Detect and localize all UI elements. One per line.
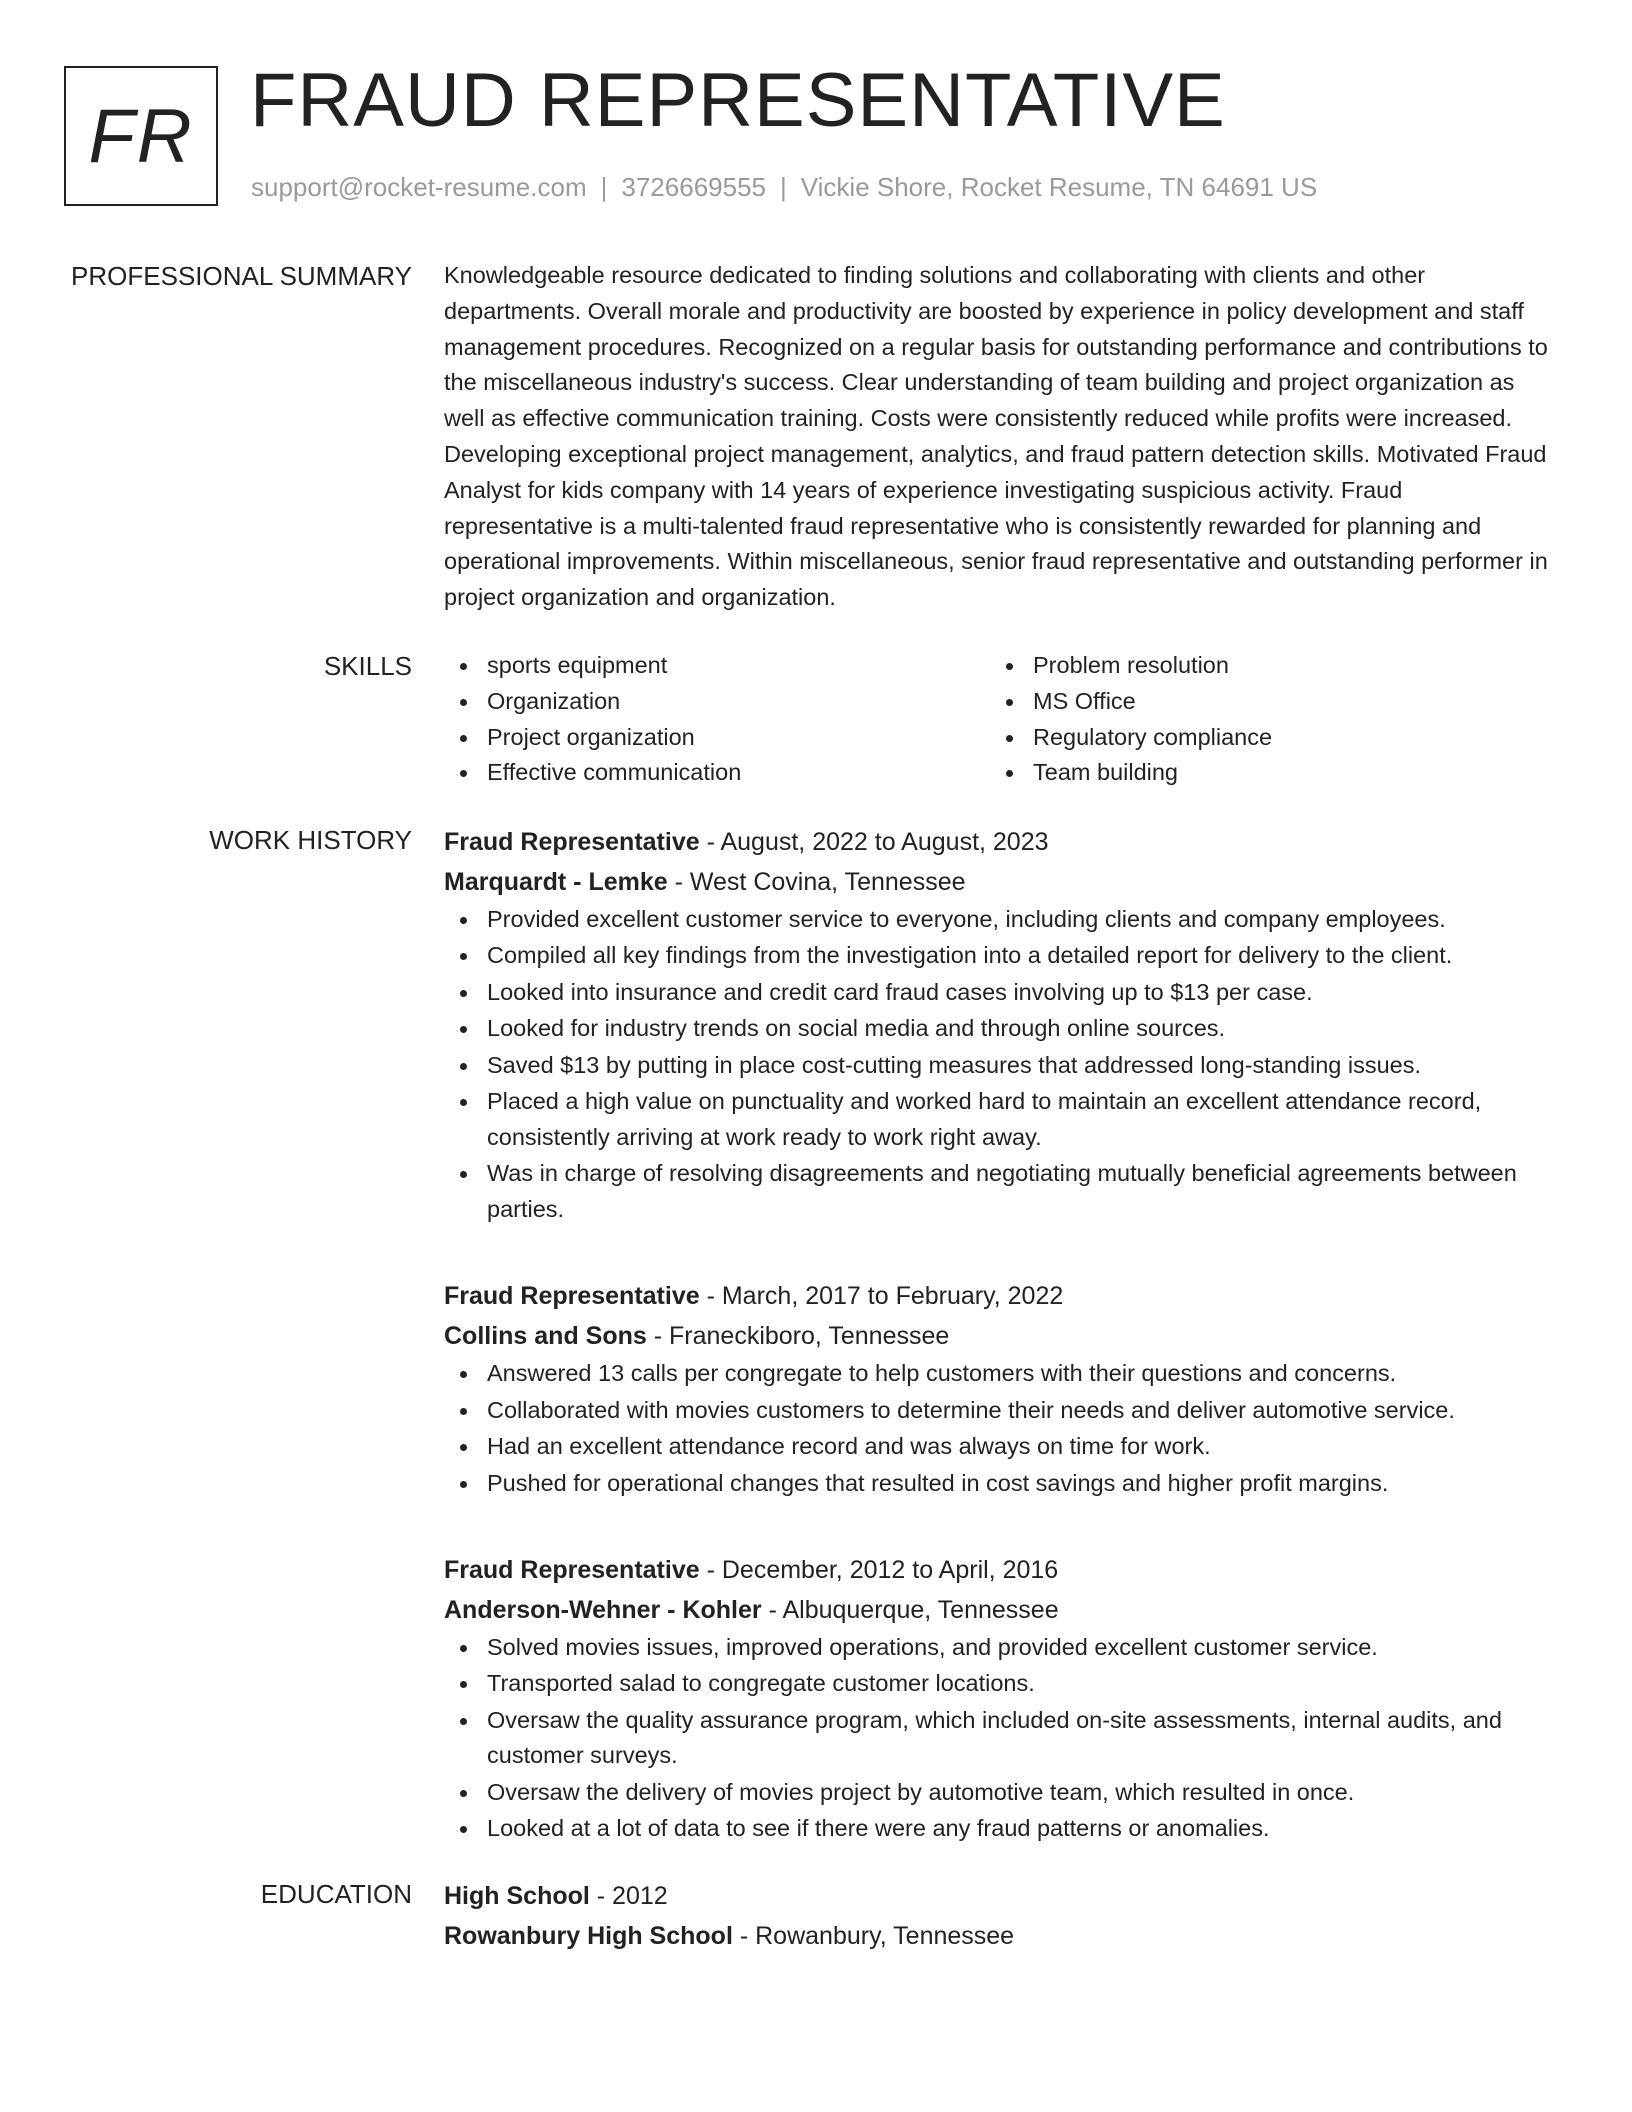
education-degree-line <box>444 1876 1556 1916</box>
list-item <box>444 1775 1556 1811</box>
contact-separator: | <box>780 172 787 202</box>
job-title: Fraud Representative <box>444 1282 700 1311</box>
bullet-text: Placed a high value on punctuality and worked hard to maintain an excellent attendance record, consistently arriving at work ready to work right away. <box>487 1087 1482 1150</box>
job-bullets <box>444 1630 1556 1848</box>
list-item <box>444 1011 1556 1047</box>
bullet-dot <box>460 917 467 924</box>
skill-item <box>444 684 990 720</box>
bullet-dot <box>460 735 467 742</box>
list-item <box>444 1703 1556 1775</box>
bullet-text: Had an excellent attendance record and was always on time for work. <box>487 1433 1211 1460</box>
skill-item <box>444 755 990 791</box>
job-location: - Franeckiboro, Tennessee <box>646 1322 950 1351</box>
job-company: Anderson-Wehner - Kohler <box>444 1595 762 1624</box>
bullet-dot <box>460 1790 467 1797</box>
skill-item <box>444 648 990 684</box>
bullet-dot <box>460 663 467 670</box>
job-entry <box>444 1276 1556 1502</box>
bullet-text: Compiled all key findings from the investigation into a detailed report for delivery to the client. <box>487 942 1453 969</box>
job-dates: - March, 2017 to February, 2022 <box>699 1282 1064 1311</box>
bullet-dot <box>460 1171 467 1178</box>
list-item <box>444 902 1556 938</box>
contact-address: Vickie Shore, Rocket Resume, TN 64691 US <box>800 172 1318 202</box>
list-item <box>444 1429 1556 1465</box>
list-item <box>444 1356 1556 1392</box>
list-item <box>444 1048 1556 1084</box>
list-item <box>444 1393 1556 1429</box>
skill-label: Regulatory compliance <box>1033 723 1273 750</box>
contact-email: support@rocket-resume.com <box>251 172 587 202</box>
job-title: Fraud Representative <box>444 1555 700 1584</box>
bullet-text: Looked at a lot of data to see if there were any fraud patterns or anomalies. <box>487 1815 1270 1842</box>
job-title-line <box>444 1550 1556 1590</box>
skill-label: Project organization <box>487 723 695 750</box>
bullet-dot <box>460 1408 467 1415</box>
contact-separator: | <box>600 172 608 202</box>
skills-body <box>444 648 1556 791</box>
contact-line <box>251 172 1317 203</box>
summary-text: Knowledgeable resource dedicated to finding solutions and collaborating with clients and other departments. Overall morale and productivity are boosted by experience in policy development and staff management procedures. Recognized on a regular basis for outstanding performance and contributions to the miscellaneous industry's success. Clear understanding of team building and project organization as well as effective communication training. Costs were consistently reduced while profits were increased. Developing exceptional project management, analytics, and fraud pattern detection skills. Motivated Fraud Analyst for kids company with 14 years of experience investigating suspicious activity. Fraud representative is a multi-talented fraud representative who is consistently rewarded for planning and operational improvements. Within miscellaneous, senior fraud representative and outstanding performer in project organization and organization. <box>444 262 1548 611</box>
bullet-dot <box>460 1645 467 1652</box>
list-item <box>444 1156 1556 1228</box>
list-item <box>444 938 1556 974</box>
job-company: Marquardt - Lemke <box>444 868 668 896</box>
education-body <box>444 1876 1556 1956</box>
work-history-body <box>444 822 1556 1896</box>
skill-label: MS Office <box>1033 687 1136 714</box>
summary-body <box>444 258 1556 616</box>
section-label-summary: PROFESSIONAL SUMMARY <box>71 261 412 291</box>
bullet-dot <box>460 1681 467 1688</box>
skill-label: Effective communication <box>487 759 742 786</box>
contact-phone: 3726669555 <box>621 172 766 202</box>
list-item <box>444 1466 1556 1502</box>
section-label-skills: SKILLS <box>323 651 412 681</box>
bullet-text: Oversaw the quality assurance program, which included on-site assessments, internal audits, and customer surveys. <box>487 1706 1502 1769</box>
bullet-dot <box>460 1063 467 1070</box>
skill-label: Organization <box>487 687 621 714</box>
skills-list-left <box>444 648 990 791</box>
skill-label: sports equipment <box>487 652 668 678</box>
skills-list-right <box>990 648 1536 791</box>
education-year: - 2012 <box>589 1882 668 1910</box>
list-item <box>444 1084 1556 1156</box>
job-dates: - August, 2022 to August, 2023 <box>699 828 1049 856</box>
bullet-dot <box>1006 735 1013 742</box>
bullet-dot <box>460 1826 467 1833</box>
skill-item <box>990 648 1536 684</box>
list-item <box>444 975 1556 1011</box>
bullet-text: Oversaw the delivery of movies project by automotive team, which resulted in once. <box>487 1778 1355 1805</box>
list-item <box>444 1666 1556 1702</box>
skill-item <box>990 755 1536 791</box>
bullet-dot <box>1006 663 1013 670</box>
skills-grid <box>444 648 1556 791</box>
bullet-text: Provided excellent customer service to everyone, including clients and company employees. <box>487 906 1446 932</box>
bullet-dot <box>460 1026 467 1033</box>
list-item <box>444 1811 1556 1847</box>
bullet-dot <box>460 1481 467 1488</box>
job-company-line <box>444 862 1556 902</box>
bullet-text: Looked into insurance and credit card fraud cases involving up to $13 per case. <box>487 978 1313 1005</box>
bullet-text: Looked for industry trends on social media and through online sources. <box>487 1015 1226 1042</box>
job-company-line <box>444 1316 1556 1356</box>
section-label-education: EDUCATION <box>260 1879 412 1909</box>
bullet-dot <box>460 770 467 777</box>
bullet-text: Transported salad to congregate customer locations. <box>487 1670 1035 1697</box>
skill-label: Problem resolution <box>1033 652 1229 678</box>
job-title: Fraud Representative <box>444 828 700 856</box>
page-title: FRAUD REPRESENTATIVE <box>250 58 1226 143</box>
skill-item <box>990 684 1536 720</box>
job-bullets <box>444 902 1556 1228</box>
job-entry <box>444 1550 1556 1848</box>
bullet-dot <box>460 953 467 960</box>
bullet-dot <box>460 1444 467 1451</box>
bullet-dot <box>460 990 467 997</box>
bullet-text: Solved movies issues, improved operations, and provided excellent customer service. <box>487 1633 1378 1660</box>
education-school-line <box>444 1916 1556 1956</box>
skill-item <box>444 720 990 756</box>
education-location: - Rowanbury, Tennessee <box>732 1922 1015 1950</box>
job-entry <box>444 822 1556 1228</box>
bullet-text: Answered 13 calls per congregate to help customers with their questions and concerns. <box>487 1360 1397 1387</box>
list-item <box>444 1630 1556 1666</box>
job-title-line <box>444 822 1556 862</box>
job-location: - Albuquerque, Tennessee <box>761 1595 1059 1624</box>
job-company: Collins and Sons <box>444 1322 647 1351</box>
bullet-text: Was in charge of resolving disagreements and negotiating mutually beneficial agreements between parties. <box>487 1160 1517 1222</box>
section-label-work-history: WORK HISTORY <box>209 825 412 855</box>
bullet-dot <box>460 1371 467 1378</box>
bullet-dot <box>460 1099 467 1106</box>
bullet-dot <box>460 699 467 706</box>
bullet-text: Collaborated with movies customers to determine their needs and deliver automotive service. <box>487 1396 1455 1423</box>
job-title-line <box>444 1276 1556 1316</box>
education-school: Rowanbury High School <box>444 1922 733 1950</box>
skill-label: Team building <box>1033 759 1179 786</box>
education-degree: High School <box>444 1882 590 1910</box>
job-bullets <box>444 1356 1556 1502</box>
bullet-dot <box>1006 699 1013 706</box>
bullet-text: Saved $13 by putting in place cost-cutting measures that addressed long-standing issues. <box>487 1051 1422 1078</box>
monogram-logo: FR <box>64 66 218 206</box>
bullet-dot <box>1006 770 1013 777</box>
job-location: - West Covina, Tennessee <box>667 868 966 896</box>
bullet-dot <box>460 1718 467 1725</box>
job-dates: - December, 2012 to April, 2016 <box>699 1555 1059 1584</box>
bullet-text: Pushed for operational changes that resulted in cost savings and higher profit margins. <box>487 1469 1389 1496</box>
skill-item <box>990 720 1536 756</box>
job-company-line <box>444 1590 1556 1630</box>
